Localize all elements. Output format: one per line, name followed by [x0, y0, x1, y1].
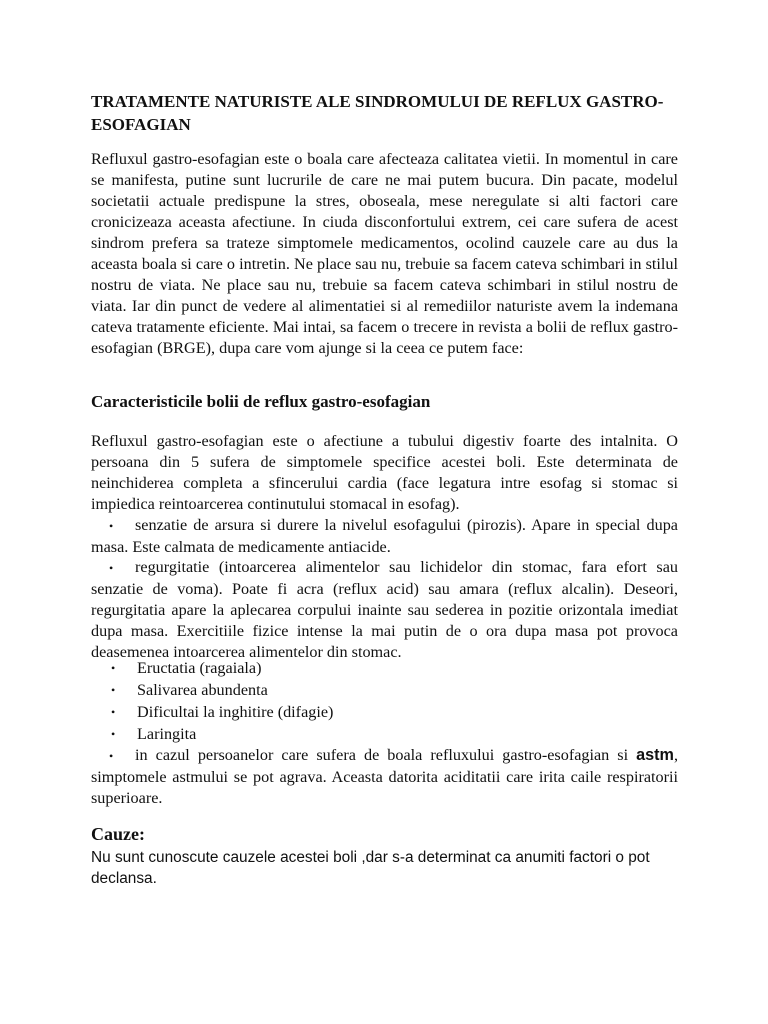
bullet-symbol: •	[109, 749, 114, 763]
section-heading: Caracteristicile bolii de reflux gastro-esofagian	[91, 392, 431, 411]
bullet-text: Eructatia (ragaiala)	[137, 659, 262, 677]
bullet-symbol: •	[111, 727, 116, 741]
document-title: TRATAMENTE NATURISTE ALE SINDROMULUI DE REFLUX GASTRO-ESOFAGIAN	[91, 92, 664, 134]
bullet-text-after: , simptomele astmului se pot agrava. Aceasta datorita aciditatii care irita caile respiratorii superioare.	[91, 746, 678, 807]
bullet-astm	[91, 745, 678, 809]
bullet-symbol: •	[111, 661, 116, 675]
causes-paragraph: Nu sunt cunoscute cauzele acestei boli ,dar s-a determinat ca anumiti factori o pot declansa.	[91, 849, 650, 887]
bullet-text-before: in cazul persoanelor care sufera de boala refluxului gastro-esofagian si	[135, 746, 637, 764]
bullet-eructatia	[111, 657, 262, 679]
section-paragraph: Refluxul gastro-esofagian este o afectiune a tubului digestiv foarte des intalnita. O persoana din 5 sufera de simptomele specifice acestei boli. Este determinata de neinchiderea completa a sfincerului cardia (face legatura intre esofag si stomac si impiedica reintoarcerea continutului stomacal in esofag).	[91, 432, 678, 513]
intro-paragraph: Refluxul gastro-esofagian este o boala care afecteaza calitatea vietii. In momentul in care se manifesta, putine sunt lucrurile de care ne mai putem bucura. Din pacate, modelul societatii actuale predispune la stres, oboseala, mese neregulate si alti factori care cronicizeaza aceasta afectiune. In ciuda disconfortului extrem, cei care sufera de acest sindrom prefera sa trateze simptomele medicamentos, ocolind cauzele care au dus la aceasta boala si care o intretin. Ne place sau nu, trebuie sa facem cateva schimbari in stilul nostru de viata. Ne place sau nu, trebuie sa facem cateva schimbari in stilul nostru de viata. Iar din punct de vedere al alimentatiei si al remediilor naturiste avem la indemana cateva tratamente eficiente. Mai intai, sa facem o trecere in revista a bolii de reflux gastro-esofagian (BRGE), dupa care vom ajunge si la ceea ce putem face:	[91, 150, 678, 357]
bullet-symbol: •	[109, 561, 114, 575]
bullet-symbol: •	[111, 683, 116, 697]
bullet-symbol: •	[109, 519, 114, 533]
bullet-dificultai	[111, 701, 334, 723]
bullet-text: Dificultai la inghitire (difagie)	[137, 703, 334, 721]
bullet-pirozis	[91, 515, 678, 558]
bullet-text: Salivarea abundenta	[137, 681, 268, 699]
bullet-text: senzatie de arsura si durere la nivelul esofagului (pirozis). Apare in special dupa masa. Este calmata de medicamente antiacide.	[91, 516, 678, 556]
bullet-text: Laringita	[137, 725, 197, 743]
bullet-regurgitatie	[91, 557, 678, 663]
bullet-laringita	[111, 723, 197, 745]
causes-heading: Cauze:	[91, 824, 145, 844]
bullet-symbol: •	[111, 705, 116, 719]
bullet-salivarea	[111, 679, 268, 701]
bullet-text: regurgitatie (intoarcerea alimentelor sau lichidelor din stomac, fara efort sau senzatie de voma). Poate fi acra (reflux acid) sau amara (reflux alcalin). Deseori, regurgitatia apare la aplecarea corpului inainte sau sederea in pozitie orizontala imediat dupa masa. Exercitiile fizice intense la mai putin de o ora dupa masa pot provoca deasemenea intoarcerea alimentelor din stomac.	[91, 558, 678, 661]
astm-keyword: astm	[636, 746, 674, 764]
